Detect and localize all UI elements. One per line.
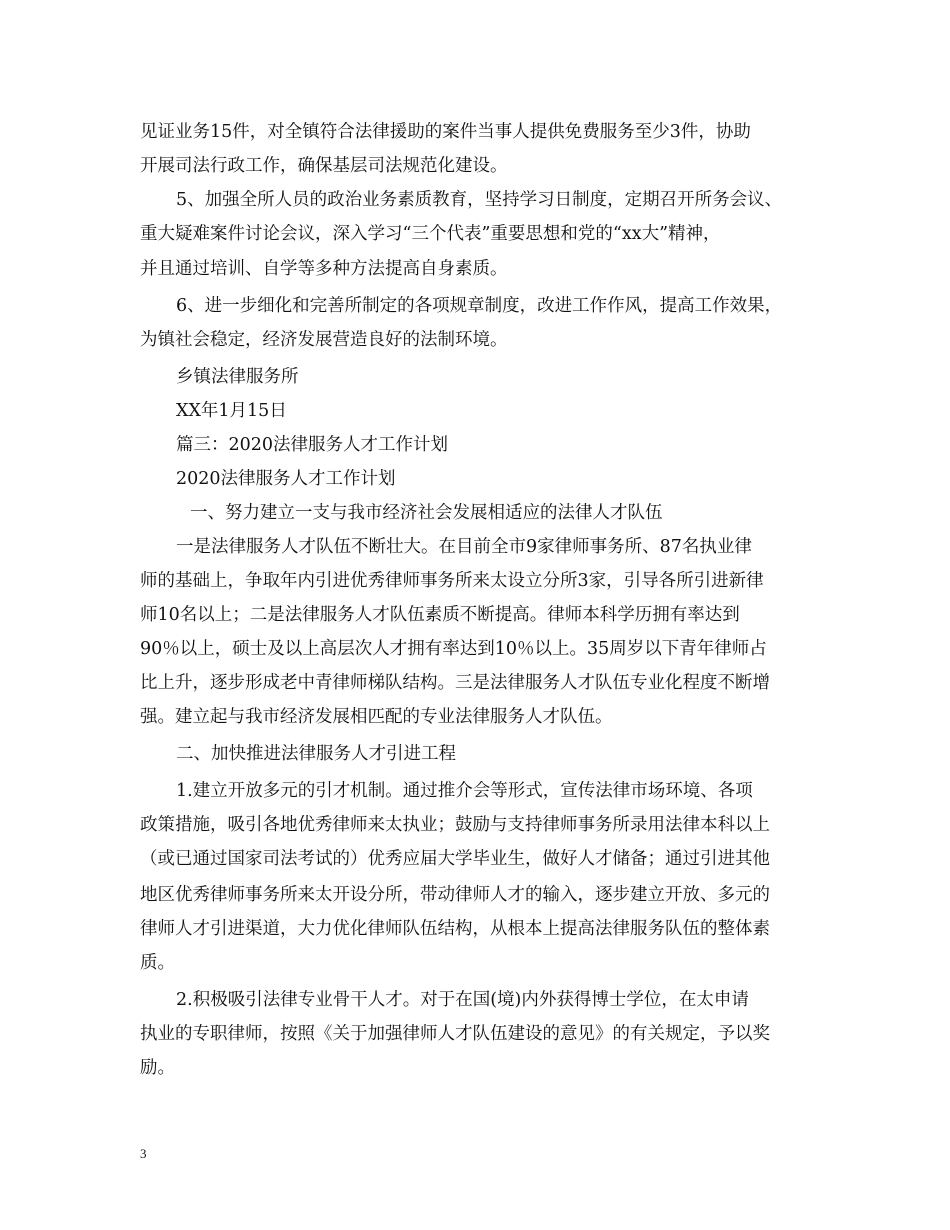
text-line: 5、加强全所人员的政治业务素质教育，坚持学习日制度，定期召开所务会议、 [176,190,783,210]
text-line: 90％以上，硕士及以上高层次人才拥有率达到10％以上。35周岁以下青年律师占 [140,639,767,659]
text-line: 质。 [140,953,175,973]
section-heading: 篇三：2020法律服务人才工作计划 [176,435,449,455]
text-line: 师的基础上，争取年内引进优秀律师事务所来太设立分所3家，引导各所引进新律 [140,571,764,591]
heading-2: 二、加快推进法律服务人才引进工程 [176,744,456,764]
text-line: 为镇社会稳定，经济发展营造良好的法制环境。 [140,330,508,350]
text-line: 一是法律服务人才队伍不断壮大。在目前全市9家律师事务所、87名执业律 [176,537,752,557]
text-line: 执业的专职律师，按照《关于加强律师人才队伍建设的意见》的有关规定，予以奖 [140,1024,770,1044]
text-line: 强。建立起与我市经济发展相匹配的专业法律服务人才队伍。 [140,707,613,727]
text-line: 政策措施，吸引各地优秀律师来太执业；鼓励与支持律师事务所录用法律本科以上 [140,815,770,835]
text-line: 励。 [140,1058,175,1078]
text-line: 见证业务15件，对全镇符合法律援助的案件当事人提供免费服务至少3件，协助 [140,122,751,142]
text-line: （或已通过国家司法考试的）优秀应届大学毕业生，做好人才储备；通过引进其他 [140,849,770,869]
text-line: 比上升，逐步形成老中青律师梯队结构。三是法律服务人才队伍专业化程度不断增 [140,673,770,693]
document-title: 2020法律服务人才工作计划 [176,469,396,489]
text-line: 并且通过培训、自学等多种方法提高自身素质。 [140,259,508,279]
text-line: 1.建立开放多元的引才机制。通过推介会等形式，宣传法律市场环境、各项 [176,781,753,801]
text-line: 2.积极吸引法律专业骨干人才。对于在国(境)内外获得博士学位，在太申请 [176,990,749,1010]
text-line: 重大疑难案件讨论会议，深入学习“三个代表”重要思想和党的“xx大”精神， [140,224,721,244]
text-line: 律师人才引进渠道，大力优化律师队伍结构，从根本上提高法律服务队伍的整体素 [140,919,770,939]
text-line: 师10名以上；二是法律服务人才队伍素质不断提高。律师本科学历拥有率达到 [140,605,740,625]
signature-date: XX年1月15日 [176,401,287,421]
text-line: 地区优秀律师事务所来太开设分所，带动律师人才的输入，逐步建立开放、多元的 [140,885,770,905]
text-line: 6、进一步细化和完善所制定的各项规章制度，改进工作作风，提高工作效果， [176,296,783,316]
signature-org: 乡镇法律服务所 [176,367,299,387]
heading-1: 一、努力建立一支与我市经济社会发展相适应的法律人才队伍 [190,503,663,523]
text-line: 开展司法行政工作，确保基层司法规范化建设。 [140,156,508,176]
page-number: 3 [140,1146,147,1161]
